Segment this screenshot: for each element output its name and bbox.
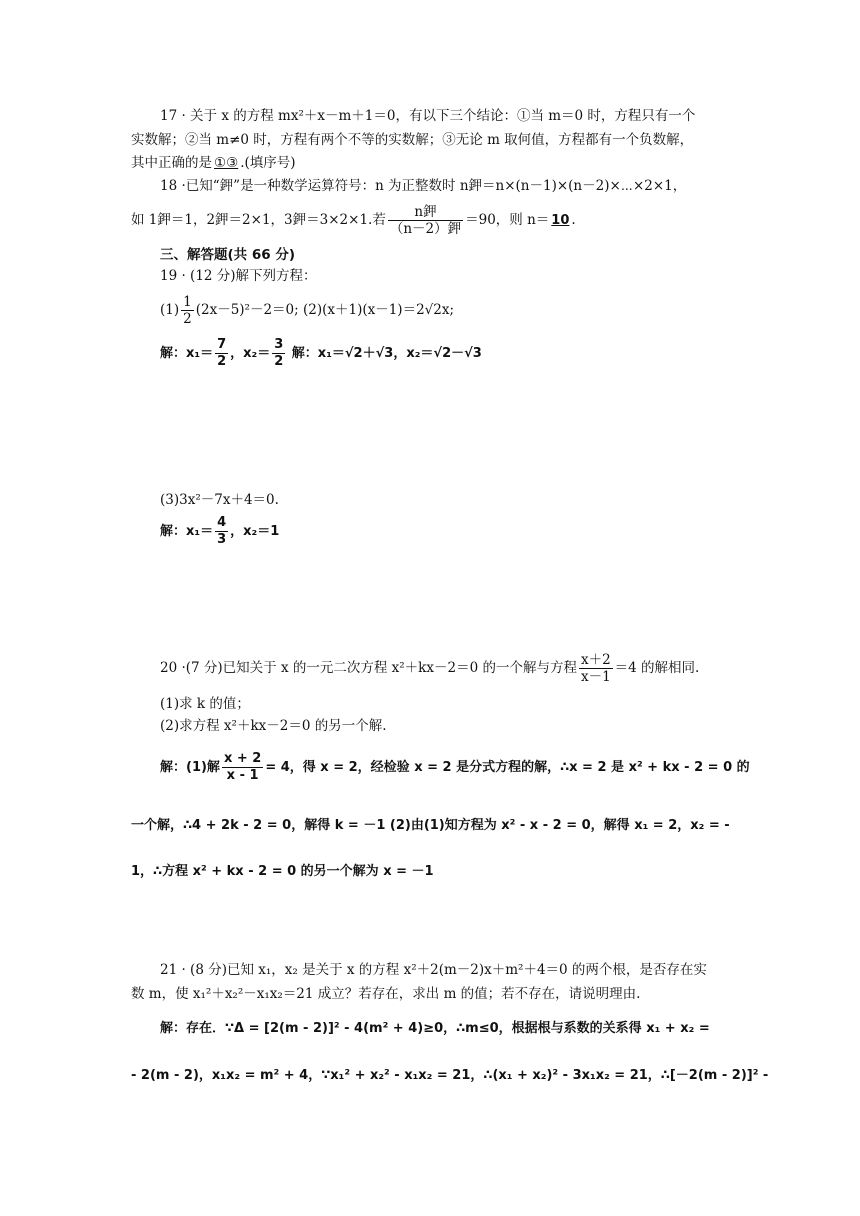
q18-frac-numerator: n鉀 <box>388 204 463 221</box>
q17-line3-suffix: .(填序号) <box>240 155 296 171</box>
q21-solution-line2: - 2(m - 2)，x₁x₂ = m² + 4，∵x₁² + x₂² - x₁x₂ = 21，∴(x₁ + x₂)² - 3x₁x₂ = 21，∴[－2(m - 2)]² - <box>131 1068 769 1083</box>
q19-half-fraction <box>181 294 194 327</box>
q19-half-den: 2 <box>183 311 192 327</box>
q19-part3: (3)3x²－7x＋4＝0. <box>160 492 279 508</box>
q18-line2-suffix: . <box>571 212 576 228</box>
q20-line2: (1)求 k 的值； <box>160 696 250 712</box>
q21-line1: 21 · (8 分)已知 x₁，x₂ 是关于 x 的方程 x²＋2(m－2)x＋m²＋4＝0 的两个根，是否存在实 <box>160 962 707 978</box>
q20-line1 <box>160 646 699 690</box>
q20-line1-suffix: ＝4 的解相同. <box>614 660 700 676</box>
q20-frac-den: x－1 <box>580 669 611 685</box>
q20-sol-prefix: 解：(1)解 <box>160 760 220 775</box>
q18-frac-denominator: （n－2）鉀 <box>389 221 462 237</box>
q19-sol1-num2: 3 <box>274 337 284 352</box>
q17-line3 <box>131 153 296 173</box>
q19-half-num: 1 <box>183 294 192 310</box>
q20-frac-num: x＋2 <box>580 652 611 668</box>
q19-sol3-label: 解：x₁＝ <box>160 524 214 539</box>
q19-solution-3 <box>160 510 279 554</box>
q20-sol-line1: = 4，得 x = 2，经检验 x = 2 是分式方程的解，∴x = 2 是 x² + kx - 2 = 0 的 <box>265 760 750 775</box>
q19-sol3-tail: ，x₂＝1 <box>230 524 280 539</box>
q18-line1: 18 ·已知“鉀”是一种数学运算符号：n 为正整数时 n鉀＝n×(n－1)×(n－2)×⋯×2×1， <box>160 178 687 194</box>
q20-sol-fraction <box>222 751 263 784</box>
q19-sol3-frac <box>215 515 228 548</box>
q21-solution-line1: 解：存在．∵Δ = [2(m - 2)]² - 4(m² + 4)≥0，∴m≤0，根据根与系数的关系得 x₁ + x₂ = <box>160 1021 710 1036</box>
q19-sol1-label: 解：x₁＝ <box>160 346 214 361</box>
q20-fraction <box>579 652 613 685</box>
q19-sol1-den1: 2 <box>217 354 227 369</box>
q21-line2: 数 m，使 x₁²＋x₂²－x₁x₂＝21 成立？若存在，求出 m 的值；若不存在，请说明理由. <box>131 986 641 1002</box>
q18-answer: 10 <box>551 213 570 228</box>
q18-fraction <box>388 204 463 237</box>
q19-sol1-num1: 7 <box>217 337 227 352</box>
q18-line2-mid: ＝90，则 n＝ <box>465 212 550 228</box>
q20-solution-line1 <box>160 746 750 790</box>
q20-line1-prefix: 20 ·(7 分)已知关于 x 的一元二次方程 x²＋kx－2＝0 的一个解与方程 <box>160 660 577 676</box>
q19-part1-expr: (2x－5)²－2＝0; (2)(x＋1)(x－1)＝2√2x; <box>195 302 455 318</box>
q17-line3-prefix: 其中正确的是 <box>131 155 212 171</box>
q20-sol-frac-num: x + 2 <box>223 751 262 766</box>
q20-solution-line2: 一个解，∴4 + 2k - 2 = 0，解得 k = －1 (2)由(1)知方程为 x² - x - 2 = 0，解得 x₁ = 2，x₂ = - <box>131 818 730 833</box>
q19-sol1-frac1 <box>215 337 228 370</box>
q19-part1-label: (1) <box>160 302 180 318</box>
q20-sol-frac-den: x - 1 <box>226 768 259 783</box>
q19-sol3-num: 4 <box>217 515 227 530</box>
q19-sol2: 解：x₁＝√2＋√3，x₂＝√2－√3 <box>287 346 482 361</box>
q20-line3: (2)求方程 x²＋kx－2＝0 的另一个解. <box>160 718 387 734</box>
q18-line2-prefix: 如 1鉀＝1，2鉀＝2×1，3鉀＝3×2×1.若 <box>131 212 386 228</box>
q19-parts-1-2 <box>160 288 454 332</box>
section3-title: 三、解答题(共 66 分) <box>160 247 296 263</box>
q19-sol1-frac2 <box>272 337 285 370</box>
q20-solution-line3: 1，∴方程 x² + kx - 2 = 0 的另一个解为 x = －1 <box>131 864 434 879</box>
q19-title: 19 · (12 分)解下列方程： <box>160 268 317 284</box>
q17-line2: 实数解；②当 m≠0 时，方程有两个不等的实数解；③无论 m 取何值，方程都有一个负数解， <box>131 132 694 148</box>
q19-solutions-1-2 <box>160 332 482 376</box>
q19-sol1-mid: ，x₂＝ <box>230 346 271 361</box>
q19-sol1-den2: 2 <box>274 354 284 369</box>
q19-sol3-den: 3 <box>217 532 227 547</box>
q17-answer: ①③ <box>214 155 239 171</box>
q18-line2 <box>131 198 576 243</box>
q17-line1: 17 · 关于 x 的方程 mx²＋x－m＋1＝0，有以下三个结论：①当 m＝0 时，方程只有一个 <box>160 108 696 124</box>
